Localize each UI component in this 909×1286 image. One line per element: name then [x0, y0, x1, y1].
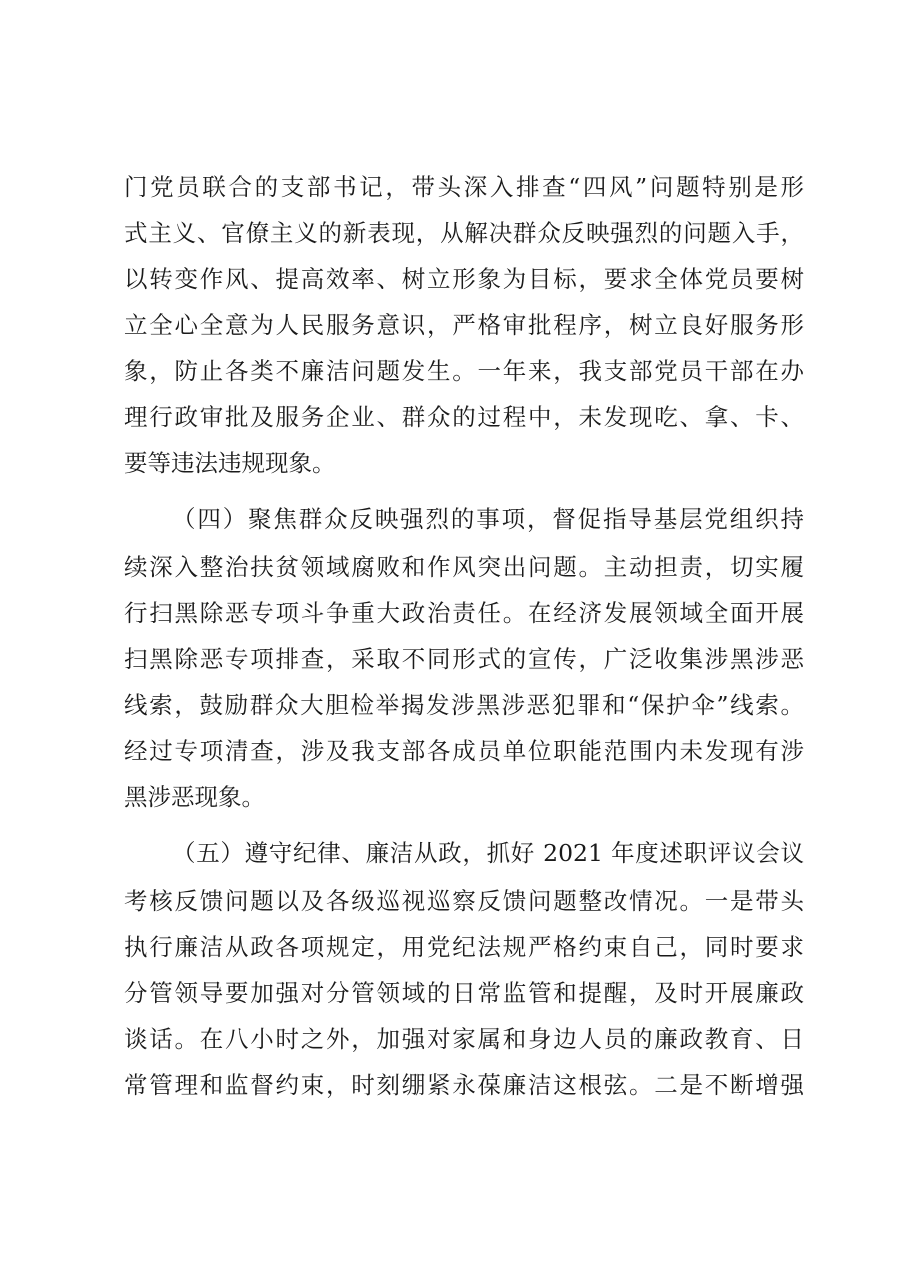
text-line: 门党员联合的支部书记，带头深入排查“四风”问题特别是形: [124, 173, 804, 201]
text-line: 行扫黑除恶专项斗争重大政治责任。在经济发展领域全面开展: [124, 599, 804, 627]
text-line: 要等违法违规现象。: [124, 449, 336, 477]
text-line: 扫黑除恶专项排查，采取不同形式的宣传，广泛收集涉黑涉恶: [124, 645, 804, 673]
text-line: 黑涉恶现象。: [124, 783, 265, 811]
paragraph-heading-4: （四）聚焦群众反映强烈的事项，督促指导基层党组织持: [172, 505, 804, 533]
text-line: 象，防止各类不廉洁问题发生。一年来，我支部党员干部在办: [124, 357, 804, 385]
text-line: 理行政审批及服务企业、群众的过程中，未发现吃、拿、卡、: [124, 403, 804, 431]
text-line: 以转变作风、提高效率、树立形象为目标，要求全体党员要树: [124, 265, 804, 293]
text-line: 常管理和监督约束，时刻绷紧永葆廉洁这根弦。二是不断增强: [124, 1071, 804, 1099]
text-line: 考核反馈问题以及各级巡视巡察反馈问题整改情况。一是带头: [124, 887, 804, 915]
text-line: 线索，鼓励群众大胆检举揭发涉黑涉恶犯罪和“保护伞”线索。: [124, 691, 804, 719]
text-line: 式主义、官僚主义的新表现，从解决群众反映强烈的问题入手，: [124, 219, 804, 247]
text-line: 续深入整治扶贫领域腐败和作风突出问题。主动担责，切实履: [124, 553, 804, 581]
text-line: 分管领导要加强对分管领域的日常监管和提醒，及时开展廉政: [124, 979, 804, 1007]
text-line: 谈话。在八小时之外，加强对家属和身边人员的廉政教育、日: [124, 1025, 804, 1053]
text-line: 执行廉洁从政各项规定，用党纪法规严格约束自己，同时要求: [124, 933, 804, 961]
text-line: 经过专项清查，涉及我支部各成员单位职能范围内未发现有涉: [124, 737, 804, 765]
text-line: 立全心全意为人民服务意识，严格审批程序，树立良好服务形: [124, 311, 804, 339]
paragraph-heading-5: （五）遵守纪律、廉洁从政，抓好 2021 年度述职评议会议: [172, 839, 804, 867]
